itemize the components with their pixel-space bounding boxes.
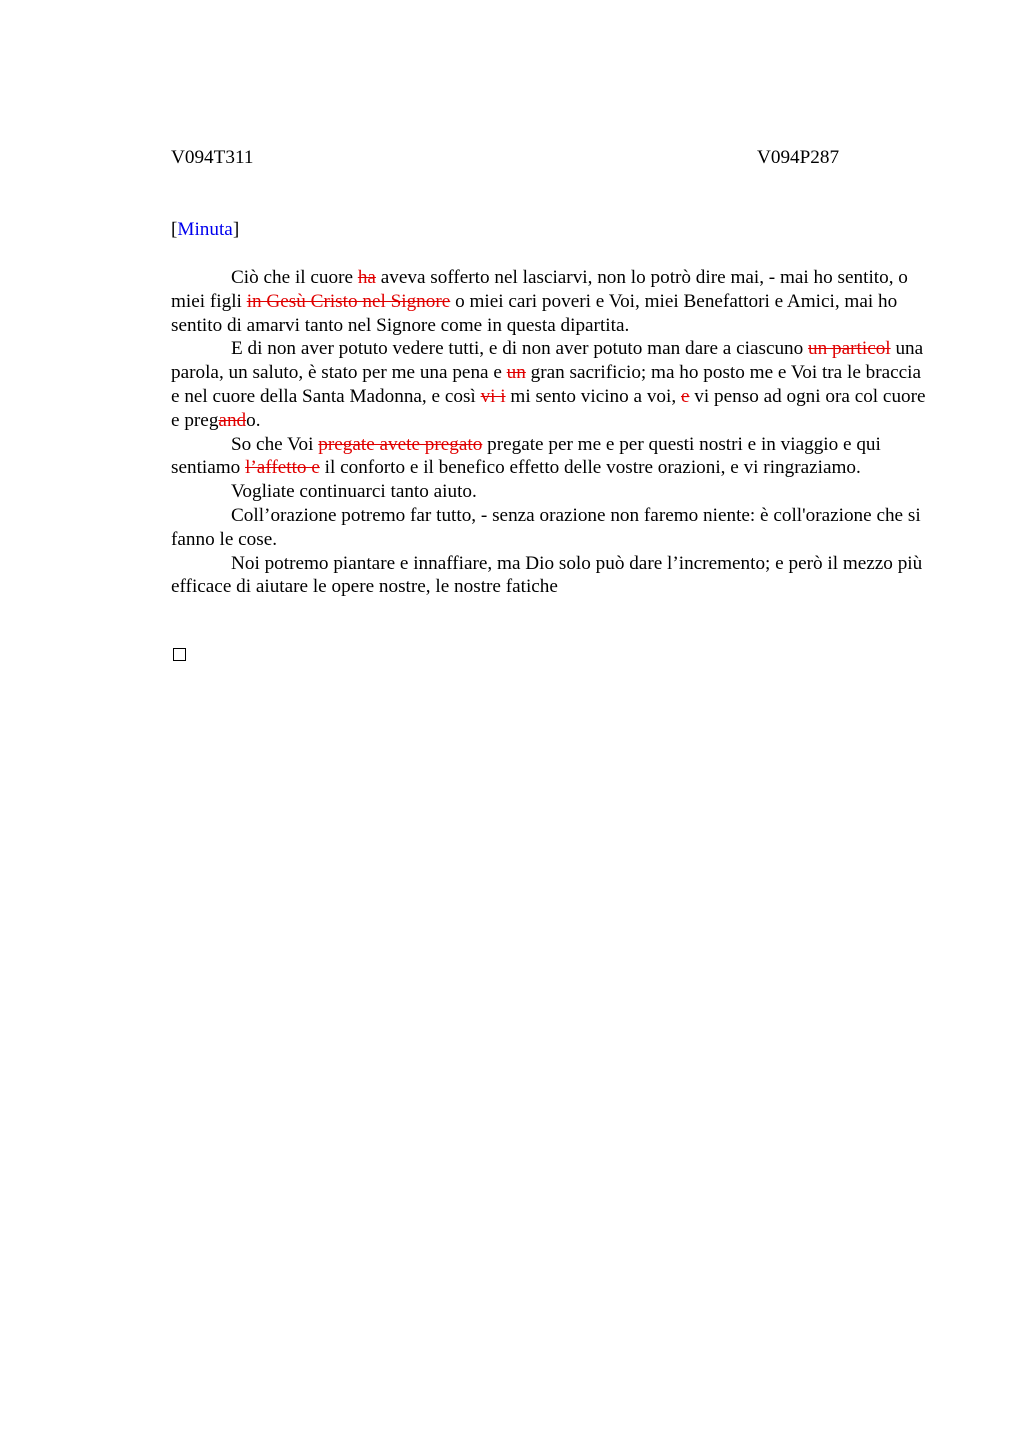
text-segment: E di non aver potuto vedere tutti, e di non aver potuto man dare a ciascuno xyxy=(231,338,809,360)
open-bracket: [ xyxy=(171,219,178,240)
text-segment: So che Voi xyxy=(231,433,319,455)
deleted-text: un xyxy=(506,362,526,384)
deleted-text: e xyxy=(680,385,690,407)
text-segment: o miei cari poveri e Voi, miei Benefattori e Amici, mai ho sentito di amarvi tanto nel Signore come in questa dipartita. xyxy=(171,290,898,336)
close-bracket: ] xyxy=(232,219,240,240)
text-segment: una parola, un saluto, è stato per me una pena e xyxy=(171,338,924,384)
deleted-text: in Gesù Cristo nel Signore xyxy=(246,290,451,312)
text-segment: Coll’orazione potremo far tutto, - senza orazione non faremo niente: è coll'orazione che si fanno le cose. xyxy=(171,504,921,550)
text-segment: il conforto e il benefico effetto delle vostre orazioni, e vi ringraziamo. xyxy=(319,457,861,479)
deleted-text: un particol xyxy=(808,338,891,360)
text-segment: Vogliate continuarci tanto aiuto. xyxy=(231,481,477,503)
text-segment: vi penso ad ogni ora col cuore e preg xyxy=(171,385,926,431)
document-code-right: V094P287 xyxy=(757,147,840,168)
text-segment: gran sacrificio; ma ho posto me e Voi tra le braccia e nel cuore della Santa Madonna, e così xyxy=(171,362,922,407)
deleted-text: and xyxy=(218,409,247,431)
deleted-text: ha xyxy=(357,267,376,288)
paragraph xyxy=(171,337,931,432)
minuta-label: Minuta xyxy=(177,219,233,240)
paragraph xyxy=(171,266,931,337)
section-label xyxy=(171,218,239,242)
text-segment: pregate per me e per questi nostri e in viaggio e qui sentiamo xyxy=(171,433,881,479)
paragraph xyxy=(171,552,931,600)
paragraph xyxy=(171,480,931,504)
deleted-text: l’affetto e xyxy=(245,457,320,479)
deleted-text: vi i xyxy=(480,385,506,407)
text-segment: aveva sofferto nel lasciarvi, non lo potrò dire mai, - mai ho sentito, o miei figli xyxy=(171,267,908,312)
deleted-text: pregate avete pregato xyxy=(318,433,483,455)
letter-body xyxy=(171,266,931,599)
paragraph xyxy=(171,433,931,481)
text-segment: o. xyxy=(246,409,261,431)
text-segment: Noi potremo piantare e innaffiare, ma Dio solo può dare l’incremento; e però il mezzo più efficace di aiutare le opere nostre, le nostre fatiche xyxy=(171,552,923,598)
end-square-icon xyxy=(173,648,186,661)
text-segment: Ciò che il cuore xyxy=(231,267,358,288)
text-segment: mi sento vicino a voi, xyxy=(505,385,681,407)
paragraph xyxy=(171,504,931,552)
document-code-left: V094T311 xyxy=(171,147,254,168)
